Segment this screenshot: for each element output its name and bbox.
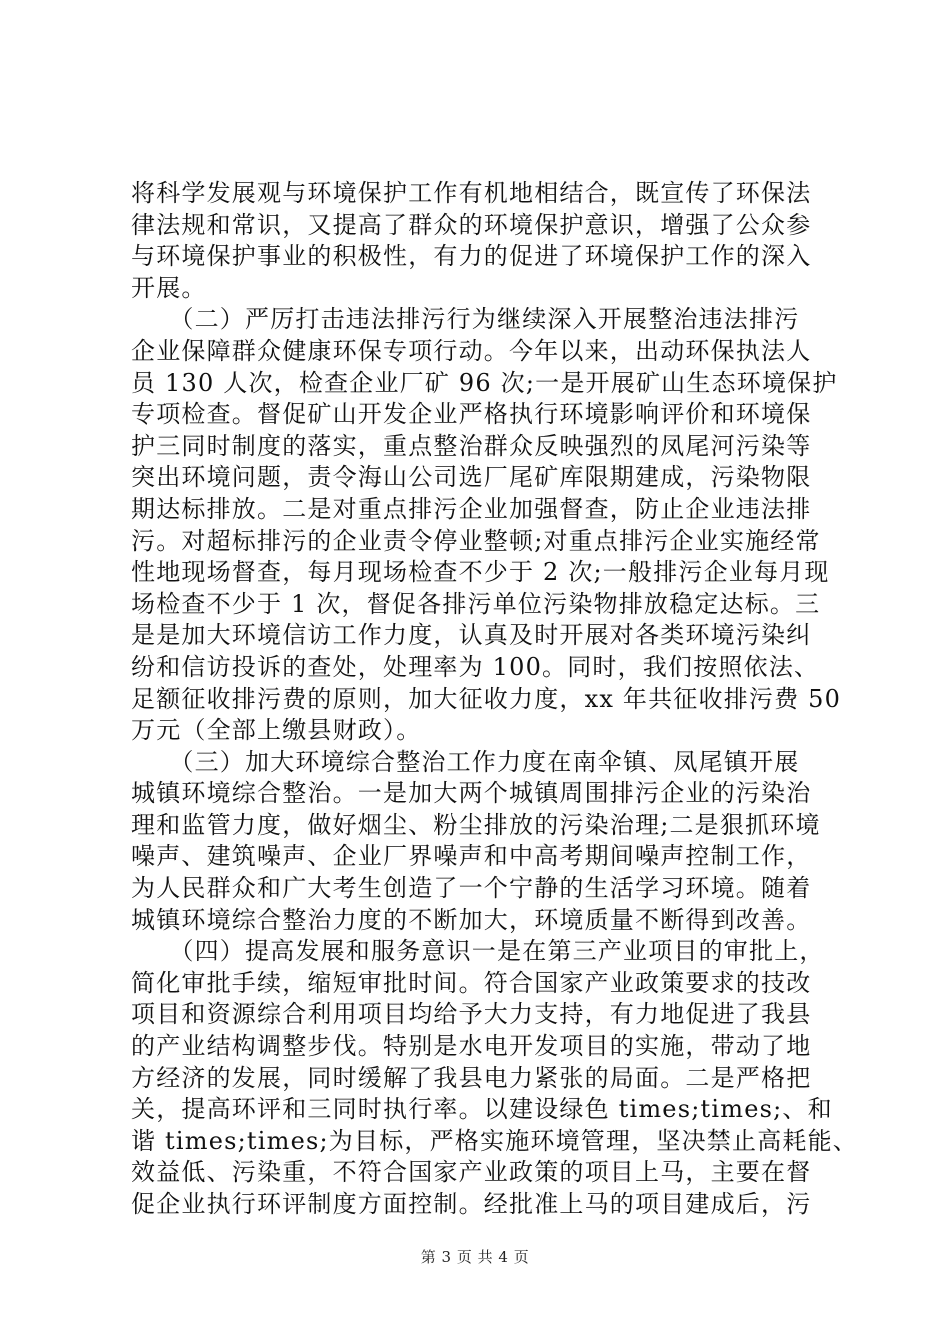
text-line: 促企业执行环评制度方面控制。经批准上马的项目建成后，污 [131,1190,812,1218]
text-line: 企业保障群众健康环保专项行动。今年以来，出动环保执法人 [131,336,812,365]
text-line: 城镇环境综合整治力度的不断加大，环境质量不断得到改善。 [131,905,812,934]
text-line: （四）提高发展和服务意识一是在第三产业项目的审批上， [131,937,825,966]
body-text [131,178,858,1221]
text-line: 关，提高环评和三同时执行率。以建设绿色 times;times;、和 [131,1095,833,1124]
text-line: （二）严厉打击违法排污行为继续深入开展整治违法排污 [131,305,800,334]
text-line: （三）加大环境综合整治工作力度在南伞镇、凤尾镇开展 [131,747,800,776]
text-line: 是是加大环境信访工作力度，认真及时开展对各类环境污染纠 [131,621,812,650]
text-line: 将科学发展观与环境保护工作有机地相结合，既宣传了环保法 [131,179,812,207]
text-line: 理和监管力度，做好烟尘、粉尘排放的污染治理;二是狠抓环境 [131,810,821,839]
text-line: 项目和资源综合利用项目均给予大力支持，有力地促进了我县 [131,1000,812,1029]
text-line: 护三同时制度的落实，重点整治群众反映强烈的凤尾河污染等 [131,431,812,460]
text-line: 万元（全部上缴县财政）。 [131,716,422,745]
text-line: 员 130 人次，检查企业厂矿 96 次;一是开展矿山生态环境保护 [131,368,838,397]
text-line: 律法规和常识，又提高了群众的环境保护意识，增强了公众参 [131,210,812,239]
text-line: 噪声、建筑噪声、企业厂界噪声和中高考期间噪声控制工作， [131,842,812,871]
text-line: 专项检查。督促矿山开发企业严格执行环境影响评价和环境保 [131,400,812,429]
text-line: 简化审批手续，缩短审批时间。符合国家产业政策要求的技改 [131,968,812,997]
text-line: 污。对超标排污的企业责令停业整顿;对重点排污企业实施经常 [131,526,821,555]
text-line: 效益低、污染重，不符合国家产业政策的项目上马，主要在督 [131,1158,812,1187]
text-line: 场检查不少于 1 次，督促各排污单位污染物排放稳定达标。三 [131,589,821,618]
text-line: 城镇环境综合整治。一是加大两个城镇周围排污企业的污染治 [131,779,812,808]
text-line: 足额征收排污费的原则，加大征收力度，xx 年共征收排污费 50 [131,684,842,713]
text-line: 突出环境问题，责令海山公司选厂尾矿库限期建成，污染物限 [131,463,812,492]
text-line: 开展。 [131,273,207,302]
text-line: 为人民群众和广大考生创造了一个宁静的生活学习环境。随着 [131,874,812,903]
text-line: 与环境保护事业的积极性，有力的促进了环境保护工作的深入 [131,242,812,271]
text-line: 纷和信访投诉的查处，处理率为 100。同时，我们按照依法、 [131,652,820,681]
page-footer: 第 3 页 共 4 页 [420,1248,530,1266]
text-line: 的产业结构调整步伐。特别是水电开发项目的实施，带动了地 [131,1032,812,1061]
text-line: 谐 times;times;为目标，严格实施环境管理，坚决禁止高耗能、 [131,1126,858,1155]
text-line: 性地现场督查，每月现场检查不少于 2 次;一般排污企业每月现 [131,558,830,587]
text-line: 方经济的发展，同时缓解了我县电力紧张的局面。二是严格把 [131,1063,812,1092]
text-line: 期达标排放。二是对重点排污企业加强督查，防止企业违法排 [131,494,812,523]
